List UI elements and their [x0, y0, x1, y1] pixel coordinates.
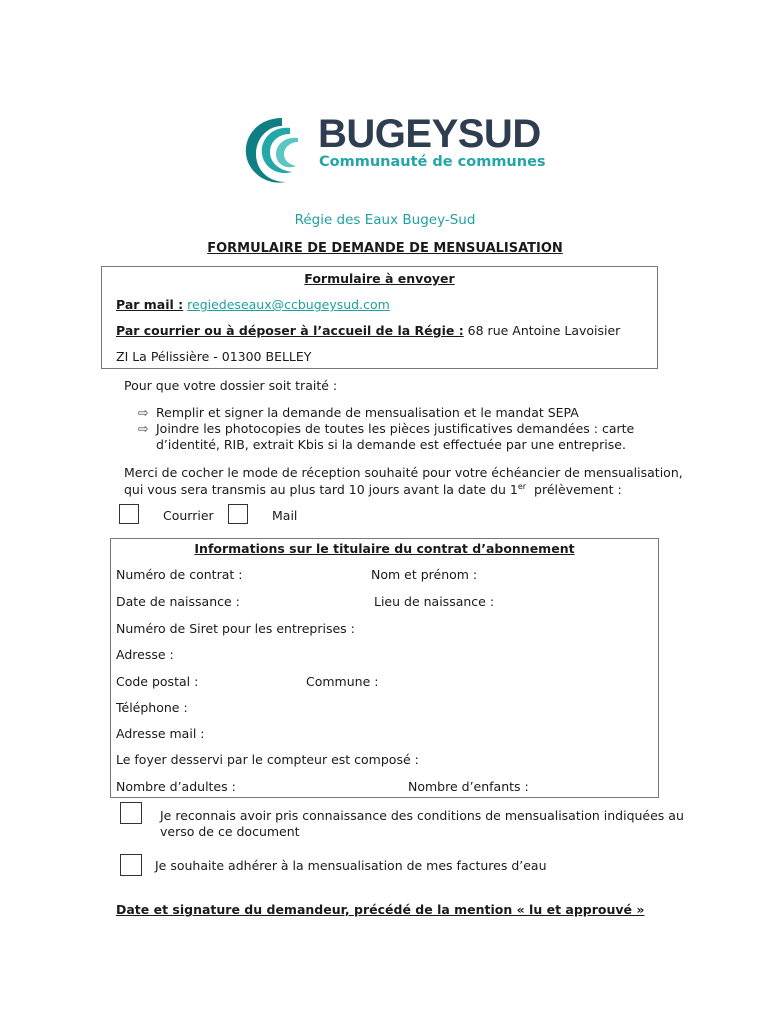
town-field[interactable]: Commune : [306, 674, 379, 689]
birth-place-field[interactable]: Lieu de naissance : [374, 594, 495, 609]
mail-checkbox[interactable] [228, 504, 248, 524]
holder-box-heading: Informations sur le titulaire du contrat d’abonnement [194, 541, 575, 556]
conditions-checkbox[interactable] [120, 802, 142, 824]
name-field[interactable]: Nom et prénom : [371, 567, 478, 582]
postal-code-field[interactable]: Code postal : [116, 674, 199, 689]
instruction-item: ⇨ Remplir et signer la demande de mensualisation et le mandat SEPA [138, 405, 579, 420]
post-address: 68 rue Antoine Lavoisier [467, 323, 621, 338]
mail-label: Par mail : [116, 297, 184, 312]
post-label: Par courrier ou à déposer à l’accueil de la Régie : [116, 323, 464, 338]
household-label: Le foyer desservi par le compteur est composé : [116, 752, 419, 767]
courrier-label: Courrier [163, 508, 214, 523]
mail-option-label: Mail [272, 508, 298, 523]
address-field[interactable]: Adresse : [116, 647, 174, 662]
email-link[interactable]: regiedeseaux@ccbugeysud.com [187, 297, 390, 312]
conditions-text-2: verso de ce document [160, 824, 300, 839]
brand-subtitle: Communauté de communes [319, 154, 546, 170]
birth-date-field[interactable]: Date de naissance : [116, 594, 240, 609]
instructions-intro: Pour que votre dossier soit traité : [124, 378, 338, 393]
regie-title: Régie des Eaux Bugey-Sud [294, 212, 476, 228]
phone-field[interactable]: Téléphone : [116, 700, 188, 715]
form-title: FORMULAIRE DE DEMANDE DE MENSUALISATION [207, 241, 563, 256]
instruction-item-cont: d’identité, RIB, extrait Kbis si la demande est effectuée par une entreprise. [156, 437, 626, 452]
adhere-checkbox[interactable] [120, 854, 142, 876]
courrier-checkbox[interactable] [119, 504, 139, 524]
address-line2: ZI La Pélissière - 01300 BELLEY [116, 349, 312, 364]
adults-field[interactable]: Nombre d’adultes : [116, 779, 236, 794]
instruction-item: ⇨ Joindre les photocopies de toutes les pièces justificatives demandées : carte [138, 421, 635, 436]
mail-line [116, 297, 390, 312]
arrow-right-icon: ⇨ [138, 405, 149, 420]
adhere-text: Je souhaite adhérer à la mensualisation de mes factures d’eau [155, 858, 547, 873]
conditions-text-1: Je reconnais avoir pris connaissance des conditions de mensualisation indiquées au [160, 808, 684, 823]
reception-text-1: Merci de cocher le mode de réception souhaité pour votre échéancier de mensualisation, [124, 465, 683, 480]
arrow-right-icon: ⇨ [138, 421, 149, 436]
siret-field[interactable]: Numéro de Siret pour les entreprises : [116, 621, 355, 636]
swirl-logo-icon [238, 108, 314, 198]
reception-text-2: qui vous sera transmis au plus tard 10 jours avant la date du 1er prélèvement : [124, 482, 622, 498]
email-field[interactable]: Adresse mail : [116, 726, 205, 741]
send-box-heading: Formulaire à envoyer [304, 271, 455, 286]
contract-number-field[interactable]: Numéro de contrat : [116, 567, 243, 582]
children-field[interactable]: Nombre d’enfants : [408, 779, 529, 794]
logo [238, 108, 546, 198]
signature-label: Date et signature du demandeur, précédé de la mention « lu et approuvé » [116, 902, 645, 917]
post-line [116, 323, 620, 338]
brand-name: BUGEYSUD [318, 112, 541, 156]
